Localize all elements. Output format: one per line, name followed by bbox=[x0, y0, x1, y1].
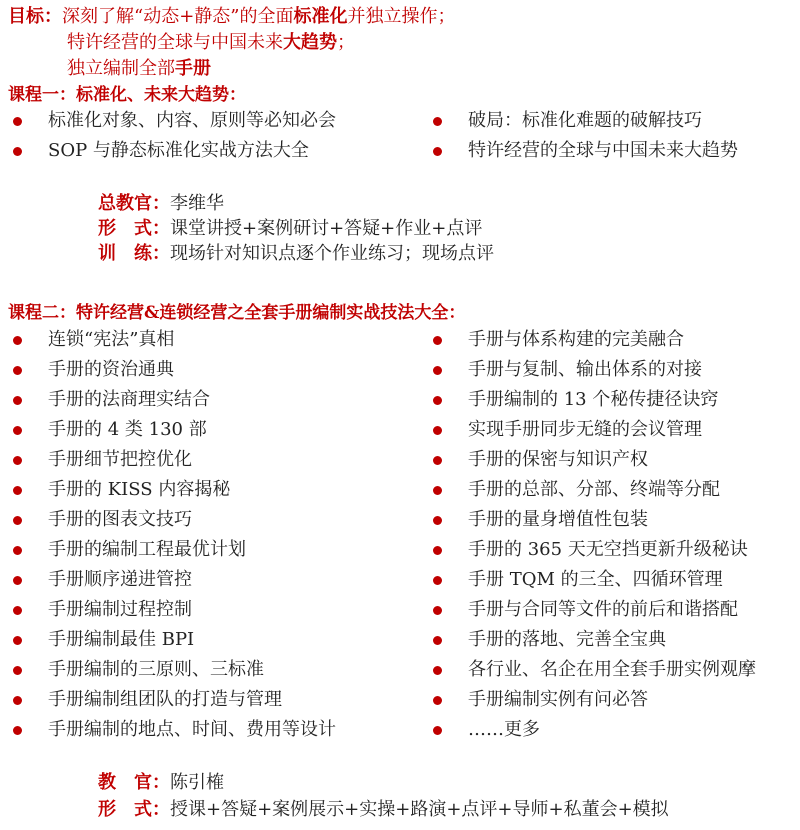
meta-row bbox=[98, 218, 482, 240]
list-item: 手册与复制、输出体系的对接 bbox=[468, 359, 702, 380]
meta-label: 教 官： bbox=[98, 772, 170, 793]
meta-value: 陈引榷 bbox=[170, 772, 224, 793]
objective-label: 目标： bbox=[8, 6, 62, 27]
objective-highlight: 大趋势 bbox=[283, 32, 337, 53]
bullet-icon bbox=[433, 696, 442, 705]
bullet-icon bbox=[433, 396, 442, 405]
list-item: 手册的保密与知识产权 bbox=[468, 449, 648, 470]
bullet-icon bbox=[13, 546, 22, 555]
list-item: ……更多 bbox=[468, 719, 540, 740]
list-item: 实现手册同步无缝的会议管理 bbox=[468, 419, 702, 440]
list-item: 手册的总部、分部、终端等分配 bbox=[468, 479, 720, 500]
list-item: 手册的编制工程最优计划 bbox=[48, 539, 246, 560]
list-item: 手册编制最佳 BPI bbox=[48, 629, 195, 650]
bullet-icon bbox=[13, 426, 22, 435]
meta-row bbox=[98, 772, 224, 794]
objective-text: 深刻了解“动态+静态”的全面 bbox=[62, 6, 294, 27]
bullet-icon bbox=[13, 576, 22, 585]
objective-highlight: 标准化 bbox=[293, 6, 348, 27]
bullet-icon bbox=[13, 636, 22, 645]
bullet-icon bbox=[433, 546, 442, 555]
meta-value: 现场针对知识点逐个作业练习；现场点评 bbox=[170, 243, 494, 264]
meta-row bbox=[98, 193, 224, 215]
bullet-icon bbox=[433, 666, 442, 675]
bullet-icon bbox=[433, 426, 442, 435]
list-item: 手册的量身增值性包装 bbox=[468, 509, 648, 530]
meta-label: 训 练： bbox=[98, 243, 170, 264]
list-item: 手册的法商理实结合 bbox=[48, 389, 210, 410]
list-item: 连锁“宪法”真相 bbox=[48, 329, 175, 350]
bullet-icon bbox=[433, 516, 442, 525]
course1-title: 课程一：标准化、未来大趋势： bbox=[8, 85, 246, 105]
list-item: 手册编制过程控制 bbox=[48, 599, 192, 620]
bullet-icon bbox=[433, 576, 442, 585]
list-item: 各行业、名企在用全套手册实例观摩 bbox=[468, 659, 756, 680]
list-item: 手册编制组团队的打造与管理 bbox=[48, 689, 282, 710]
bullet-icon bbox=[13, 117, 22, 126]
bullet-icon bbox=[13, 516, 22, 525]
bullet-icon bbox=[433, 486, 442, 495]
objective-text-end: 并独立操作； bbox=[347, 6, 456, 27]
list-item: SOP 与静态标准化实战方法大全 bbox=[48, 140, 309, 161]
bullet-icon bbox=[433, 456, 442, 465]
bullet-icon bbox=[13, 456, 22, 465]
list-item: 手册的 KISS 内容揭秘 bbox=[48, 479, 231, 500]
list-item: 手册 TQM 的三全、四循环管理 bbox=[468, 569, 723, 590]
list-item: 手册顺序递进管控 bbox=[48, 569, 192, 590]
list-item: 手册编制的 13 个秘传捷径诀窍 bbox=[468, 389, 719, 410]
meta-row bbox=[98, 799, 669, 821]
list-item: 手册的资治通典 bbox=[48, 359, 174, 380]
list-item: 手册细节把控优化 bbox=[48, 449, 192, 470]
bullet-icon bbox=[433, 147, 442, 156]
bullet-icon bbox=[13, 396, 22, 405]
meta-value: 授课+答疑+案例展示+实操+路演+点评+导师+私董会+模拟 bbox=[170, 799, 669, 820]
bullet-icon bbox=[433, 366, 442, 375]
bullet-icon bbox=[433, 606, 442, 615]
list-item: 手册的 365 天无空挡更新升级秘诀 bbox=[468, 539, 748, 560]
objective-line-1 bbox=[8, 6, 456, 28]
list-item: 手册编制的地点、时间、费用等设计 bbox=[48, 719, 336, 740]
objective-text: 独立编制全部 bbox=[67, 58, 175, 79]
course2-title: 课程二：特许经营&连锁经营之全套手册编制实战技法大全： bbox=[8, 303, 466, 323]
meta-value: 李维华 bbox=[170, 193, 224, 214]
bullet-icon bbox=[13, 606, 22, 615]
objective-text-end: ； bbox=[337, 32, 355, 53]
bullet-icon bbox=[433, 336, 442, 345]
list-item: 手册与体系构建的完美融合 bbox=[468, 329, 684, 350]
bullet-icon bbox=[13, 726, 22, 735]
bullet-icon bbox=[13, 366, 22, 375]
bullet-icon bbox=[13, 696, 22, 705]
list-item: 手册编制实例有问必答 bbox=[468, 689, 648, 710]
bullet-icon bbox=[433, 726, 442, 735]
list-item: 手册的图表文技巧 bbox=[48, 509, 192, 530]
list-item: 特许经营的全球与中国未来大趋势 bbox=[468, 140, 738, 161]
bullet-icon bbox=[13, 336, 22, 345]
meta-value: 课堂讲授+案例研讨+答疑+作业+点评 bbox=[170, 218, 483, 239]
meta-label: 形 式： bbox=[98, 218, 170, 239]
objective-highlight: 手册 bbox=[175, 58, 211, 79]
list-item: 破局：标准化难题的破解技巧 bbox=[468, 110, 702, 131]
bullet-icon bbox=[13, 486, 22, 495]
list-item: 标准化对象、内容、原则等必知必会 bbox=[48, 110, 336, 131]
bullet-icon bbox=[13, 666, 22, 675]
list-item: 手册的 4 类 130 部 bbox=[48, 419, 207, 440]
objective-line-2 bbox=[67, 32, 355, 54]
objective-line-3 bbox=[67, 58, 211, 80]
list-item: 手册编制的三原则、三标准 bbox=[48, 659, 264, 680]
list-item: 手册与合同等文件的前后和谐搭配 bbox=[468, 599, 738, 620]
bullet-icon bbox=[433, 117, 442, 126]
list-item: 手册的落地、完善全宝典 bbox=[468, 629, 666, 650]
meta-label: 总教官： bbox=[98, 193, 170, 214]
meta-label: 形 式： bbox=[98, 799, 170, 820]
bullet-icon bbox=[433, 636, 442, 645]
objective-text: 特许经营的全球与中国未来 bbox=[67, 32, 283, 53]
meta-row bbox=[98, 243, 494, 265]
bullet-icon bbox=[13, 147, 22, 156]
